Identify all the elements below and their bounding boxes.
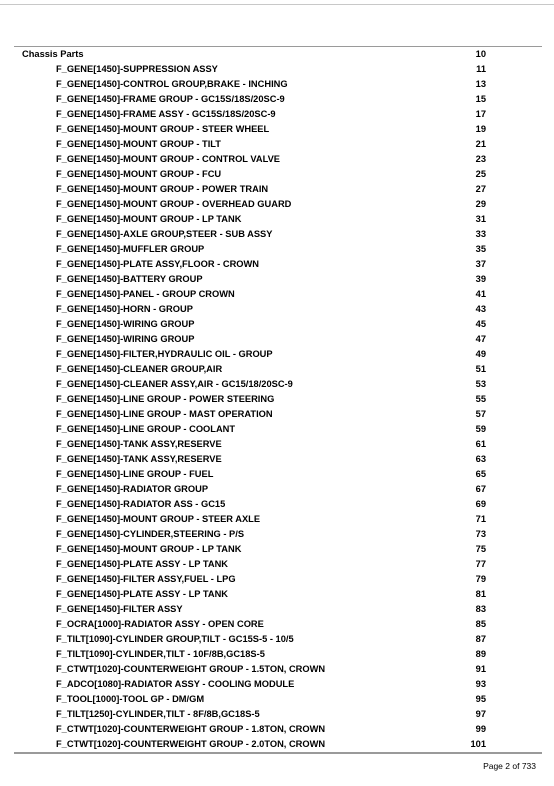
- toc-entry[interactable]: [14, 452, 542, 467]
- toc-entry[interactable]: [14, 317, 542, 332]
- toc-entry-page-number: 93: [475, 679, 486, 689]
- toc-entry-title: F_GENE[1450]-RADIATOR GROUP: [56, 484, 209, 494]
- toc-entry[interactable]: [14, 692, 542, 707]
- toc-entry[interactable]: [14, 662, 542, 677]
- toc-entry[interactable]: [14, 542, 542, 557]
- toc-entry-page-number: 71: [475, 514, 486, 524]
- toc-entry-page-number: 67: [475, 484, 486, 494]
- toc-entry-title: F_GENE[1450]-FRAME GROUP - GC15S/18S/20SC-9: [56, 94, 285, 104]
- toc-entry[interactable]: [14, 647, 542, 662]
- toc-entry[interactable]: [14, 512, 542, 527]
- toc-entry-page-number: 75: [475, 544, 486, 554]
- toc-entry[interactable]: [14, 392, 542, 407]
- toc-section-title: Chassis Parts: [22, 49, 84, 59]
- toc-entry-title: F_TOOL[1000]-TOOL GP - DM/GM: [56, 694, 205, 704]
- toc-entry[interactable]: [14, 227, 542, 242]
- toc-entry-title: F_GENE[1450]-AXLE GROUP,STEER - SUB ASSY: [56, 229, 273, 239]
- toc-entry-title: F_GENE[1450]-FILTER,HYDRAULIC OIL - GROUP: [56, 349, 273, 359]
- toc-entry-title: F_GENE[1450]-WIRING GROUP: [56, 334, 195, 344]
- toc-entry-title: F_GENE[1450]-MOUNT GROUP - LP TANK: [56, 544, 242, 554]
- toc-entry-page-number: 29: [475, 199, 486, 209]
- toc-entry[interactable]: [14, 272, 542, 287]
- toc-entry[interactable]: [14, 557, 542, 572]
- toc-entry[interactable]: [14, 122, 542, 137]
- toc-entry[interactable]: [14, 302, 542, 317]
- toc-entry-page-number: 79: [475, 574, 486, 584]
- toc-entry[interactable]: [14, 722, 542, 737]
- toc-entry[interactable]: [14, 332, 542, 347]
- toc-entry-title: F_GENE[1450]-CLEANER ASSY,AIR - GC15/18/20SC-9: [56, 379, 293, 389]
- toc-entry-title: F_GENE[1450]-LINE GROUP - POWER STEERING: [56, 394, 275, 404]
- toc-entry-page-number: 23: [475, 154, 486, 164]
- toc-entry-title: F_GENE[1450]-RADIATOR ASS - GC15: [56, 499, 226, 509]
- toc-entry-page-number: 33: [475, 229, 486, 239]
- toc-entry[interactable]: [14, 152, 542, 167]
- toc-entry-page-number: 91: [475, 664, 486, 674]
- toc-entry[interactable]: [14, 497, 542, 512]
- toc-entry-page-number: 61: [475, 439, 486, 449]
- toc-entry-page-number: 57: [475, 409, 486, 419]
- toc-entry-title: F_CTWT[1020]-COUNTERWEIGHT GROUP - 2.0TON, CROWN: [56, 739, 326, 749]
- toc-entry-page-number: 31: [475, 214, 486, 224]
- toc-entry-page-number: 55: [475, 394, 486, 404]
- toc-entry[interactable]: [14, 212, 542, 227]
- toc-entry-title: F_GENE[1450]-FILTER ASSY,FUEL - LPG: [56, 574, 236, 584]
- toc-entry-title: F_GENE[1450]-MOUNT GROUP - STEER WHEEL: [56, 124, 270, 134]
- toc-entry-page-number: 81: [475, 589, 486, 599]
- toc-section-page-number: 10: [475, 49, 486, 59]
- toc-entry-page-number: 87: [475, 634, 486, 644]
- toc-entry[interactable]: [14, 257, 542, 272]
- toc-entry[interactable]: [14, 182, 542, 197]
- toc-entry-page-number: 39: [475, 274, 486, 284]
- toc-entry-title: F_GENE[1450]-MOUNT GROUP - OVERHEAD GUARD: [56, 199, 292, 209]
- toc-entry[interactable]: [14, 347, 542, 362]
- toc-entry[interactable]: [14, 422, 542, 437]
- toc-entry[interactable]: [14, 632, 542, 647]
- toc-entry-title: F_GENE[1450]-BATTERY GROUP: [56, 274, 203, 284]
- toc-entry-page-number: 17: [475, 109, 486, 119]
- toc-entry-page-number: 35: [475, 244, 486, 254]
- toc-entry-page-number: 97: [475, 709, 486, 719]
- toc-entry-page-number: 95: [475, 694, 486, 704]
- toc-entry-title: F_GENE[1450]-FILTER ASSY: [56, 604, 183, 614]
- toc-entry-page-number: 11: [476, 64, 486, 74]
- toc-entry-page-number: 19: [475, 124, 486, 134]
- toc-entry[interactable]: [14, 467, 542, 482]
- toc-entry[interactable]: [14, 377, 542, 392]
- toc-entry-title: F_GENE[1450]-WIRING GROUP: [56, 319, 195, 329]
- toc-entry[interactable]: [14, 677, 542, 692]
- toc-entry[interactable]: [14, 197, 542, 212]
- toc-entry-title: F_TILT[1090]-CYLINDER,TILT - 10F/8B,GC18S-5: [56, 649, 265, 659]
- toc-entry-page-number: 49: [475, 349, 486, 359]
- toc-entry-title: F_GENE[1450]-MOUNT GROUP - CONTROL VALVE: [56, 154, 281, 164]
- toc-entry-title: F_GENE[1450]-FRAME ASSY - GC15S/18S/20SC-9: [56, 109, 276, 119]
- toc-entry-page-number: 13: [475, 79, 486, 89]
- toc-entry-page-number: 69: [475, 499, 486, 509]
- toc-entry-page-number: 101: [470, 739, 486, 749]
- toc-entry[interactable]: [14, 587, 542, 602]
- toc-entry-page-number: 73: [475, 529, 486, 539]
- toc-entry-title: F_GENE[1450]-PANEL - GROUP CROWN: [56, 289, 235, 299]
- toc-entry-list: [14, 62, 542, 752]
- page-counter: Page 2 of 733: [483, 761, 536, 771]
- toc-entry[interactable]: [14, 107, 542, 122]
- toc-entry[interactable]: [14, 602, 542, 617]
- toc-entry-title: F_GENE[1450]-PLATE ASSY - LP TANK: [56, 589, 229, 599]
- toc-entry-title: F_GENE[1450]-MOUNT GROUP - FCU: [56, 169, 222, 179]
- toc-entry-page-number: 37: [475, 259, 486, 269]
- toc-entry[interactable]: [14, 617, 542, 632]
- toc-entry-page-number: 53: [475, 379, 486, 389]
- top-divider: [0, 4, 554, 5]
- toc-entry-title: F_GENE[1450]-MOUNT GROUP - TILT: [56, 139, 221, 149]
- toc-entry-page-number: 85: [475, 619, 486, 629]
- toc-entry-title: F_CTWT[1020]-COUNTERWEIGHT GROUP - 1.8TON, CROWN: [56, 724, 326, 734]
- toc-entry-page-number: 77: [475, 559, 486, 569]
- toc-entry-page-number: 47: [475, 334, 486, 344]
- toc-entry-page-number: 27: [475, 184, 486, 194]
- toc-entry-title: F_CTWT[1020]-COUNTERWEIGHT GROUP - 1.5TON, CROWN: [56, 664, 326, 674]
- toc-entry-page-number: 65: [475, 469, 486, 479]
- toc-entry-page-number: 15: [475, 94, 486, 104]
- toc-entry[interactable]: [14, 437, 542, 452]
- toc-entry-title: F_ADCO[1080]-RADIATOR ASSY - COOLING MODULE: [56, 679, 295, 689]
- toc-entry[interactable]: [14, 362, 542, 377]
- table-of-contents: [14, 46, 542, 752]
- toc-entry-title: F_GENE[1450]-LINE GROUP - COOLANT: [56, 424, 236, 434]
- toc-section-heading[interactable]: [14, 47, 542, 62]
- toc-entry-title: F_OCRA[1000]-RADIATOR ASSY - OPEN CORE: [56, 619, 264, 629]
- toc-entry-title: F_GENE[1450]-MUFFLER GROUP: [56, 244, 205, 254]
- toc-entry-title: F_GENE[1450]-MOUNT GROUP - STEER AXLE: [56, 514, 261, 524]
- toc-entry-page-number: 25: [475, 169, 486, 179]
- toc-entry-page-number: 59: [475, 424, 486, 434]
- toc-entry-title: F_TILT[1250]-CYLINDER,TILT - 8F/8B,GC18S-5: [56, 709, 260, 719]
- toc-entry-page-number: 99: [475, 724, 486, 734]
- toc-entry-title: F_GENE[1450]-PLATE ASSY - LP TANK: [56, 559, 229, 569]
- toc-entry-title: F_GENE[1450]-CYLINDER,STEERING - P/S: [56, 529, 245, 539]
- toc-entry-page-number: 51: [475, 364, 486, 374]
- toc-entry-title: F_GENE[1450]-MOUNT GROUP - POWER TRAIN: [56, 184, 269, 194]
- toc-entry-title: F_TILT[1090]-CYLINDER GROUP,TILT - GC15S-5 - 10/5: [56, 634, 294, 644]
- toc-entry[interactable]: [14, 527, 542, 542]
- toc-entry[interactable]: [14, 242, 542, 257]
- toc-entry-page-number: 45: [475, 319, 486, 329]
- toc-entry[interactable]: [14, 167, 542, 182]
- toc-entry-title: F_GENE[1450]-CLEANER GROUP,AIR: [56, 364, 223, 374]
- toc-entry-title: F_GENE[1450]-TANK ASSY,RESERVE: [56, 439, 222, 449]
- bottom-divider: [14, 752, 542, 754]
- toc-entry[interactable]: [14, 92, 542, 107]
- toc-entry[interactable]: [14, 482, 542, 497]
- toc-entry-title: F_GENE[1450]-HORN - GROUP: [56, 304, 193, 314]
- toc-entry[interactable]: [14, 77, 542, 92]
- toc-entry-page-number: 21: [475, 139, 486, 149]
- toc-entry-page-number: 63: [475, 454, 486, 464]
- toc-entry[interactable]: [14, 572, 542, 587]
- toc-entry-title: F_GENE[1450]-LINE GROUP - MAST OPERATION: [56, 409, 273, 419]
- toc-entry[interactable]: [14, 137, 542, 152]
- toc-entry[interactable]: [14, 707, 542, 722]
- toc-entry-title: F_GENE[1450]-MOUNT GROUP - LP TANK: [56, 214, 242, 224]
- toc-entry[interactable]: [14, 737, 542, 752]
- toc-entry-title: F_GENE[1450]-PLATE ASSY,FLOOR - CROWN: [56, 259, 260, 269]
- toc-entry-title: F_GENE[1450]-LINE GROUP - FUEL: [56, 469, 214, 479]
- toc-entry[interactable]: [14, 287, 542, 302]
- toc-entry-page-number: 83: [475, 604, 486, 614]
- toc-entry-page-number: 41: [475, 289, 486, 299]
- toc-entry-title: F_GENE[1450]-SUPPRESSION ASSY: [56, 64, 218, 74]
- toc-entry[interactable]: [14, 62, 542, 77]
- toc-entry-title: F_GENE[1450]-CONTROL GROUP,BRAKE - INCHING: [56, 79, 288, 89]
- toc-entry-page-number: 89: [475, 649, 486, 659]
- toc-entry-page-number: 43: [475, 304, 486, 314]
- toc-entry-title: F_GENE[1450]-TANK ASSY,RESERVE: [56, 454, 222, 464]
- toc-entry[interactable]: [14, 407, 542, 422]
